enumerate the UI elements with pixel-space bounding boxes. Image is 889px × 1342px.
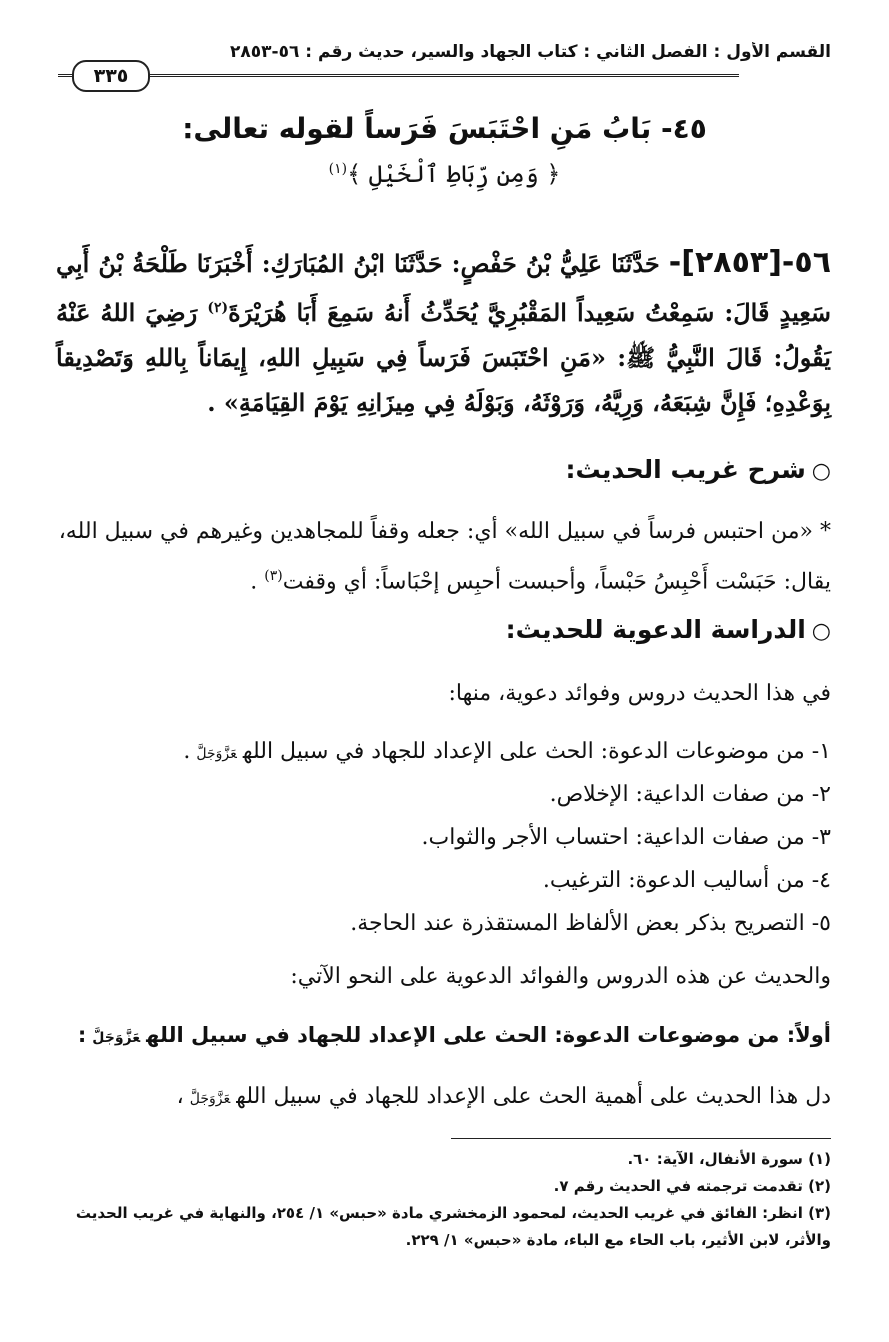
honorific-mark: عَزَّوَجَلَّ <box>92 1030 141 1046</box>
circle-bullet-icon: ○ <box>811 459 831 484</box>
closing-sentence: والحديث عن هذه الدروس والفوائد الدعوية على النحو الآتي: <box>290 964 831 989</box>
footnote: (١) سورة الأنفال، الآية: ٦٠. <box>627 1150 831 1168</box>
honorific-mark: عَزَّوَجَلَّ <box>189 1091 231 1107</box>
verse-footnote-marker: (١) <box>328 161 348 177</box>
list-item-text: ١- من موضوعات الدعوة: الحث على الإعداد للجهاد في سبيل الله <box>242 739 831 764</box>
page-number: ٣٣٥ <box>72 60 150 92</box>
gharib-heading-text: شرح غريب الحديث: <box>565 455 806 484</box>
hadith-chain: حَدَّثَنَا عَلِيُّ بْنُ حَفْصٍ: حَدَّثَنَا ابْنُ المُبَارَكِ: أَخْبَرَنَا طَلْحَةُ بْنُ أَبِي سَعِيدٍ قَالَ: سَمِعْتُ سَعِيداً المَقْبُرِيَّ يُحَدِّثُ أَنهُ سَمِعَ أَبَا هُرَيْرَةَ <box>56 249 831 327</box>
hadith-matn: رَضِيَ اللهُ عَنْهُ يَقُولُ: قَالَ النَّبِيُّ ﷺ: «مَنِ احْتَبَسَ فَرَساً فِي سَبِيلِ اللهِ، إِيمَاناً بِاللهِ وَتَصْدِيقاً بِوَعْدِهِ؛ فَإِنَّ شِبَعَهُ، وَرِيَّهُ، وَرَوْثَهُ، وَبَوْلَهُ فِي مِيزَانِهِ يَوْمَ القِيَامَةِ» . <box>56 298 831 417</box>
list-item: ٤- من أساليب الدعوة: الترغيب. <box>542 868 831 893</box>
lessons-list <box>56 730 831 945</box>
footnote-divider <box>451 1138 831 1139</box>
list-item: ٥- التصريح بذكر بعض الألفاظ المستقذرة عند الحاجة. <box>350 911 831 936</box>
gharib-explanation: * «من احتبس فرساً في سبيل الله» أي: جعله وقفاً للمجاهدين وغيرهم في سبيل الله، يقال: حَبَسْت أَحْبِسُ حَبْساً، وأحبست أحبِس إحْبَاساً: أي وقفت$^{(٣)}$ . <box>58 519 831 595</box>
footnotes <box>51 1146 831 1254</box>
dawah-heading-text: الدراسة الدعوية للحديث: <box>505 615 806 644</box>
list-item: ١- من موضوعات الدعوة: الحث على الإعداد للجهاد في سبيل اللهعَزَّوَجَلَّ. <box>183 739 831 764</box>
first-topic-text: دل هذا الحديث على أهمية الحث على الإعداد للجهاد في سبيل اللهعَزَّوَجَلَّ، <box>176 1084 831 1109</box>
first-topic-sentence: دل هذا الحديث على أهمية الحث على الإعداد للجهاد في سبيل الله <box>236 1084 831 1109</box>
running-header: القسم الأول : الفصل الثاني : كتاب الجهاد والسير، حديث رقم : ٥٦-٢٨٥٣ <box>230 42 831 62</box>
quran-verse <box>0 160 889 188</box>
hadith-number: ٥٦-[٢٨٥٣]- <box>668 245 832 280</box>
gharib-heading <box>56 455 831 484</box>
hadith-footnote-marker: (٢) <box>207 300 229 316</box>
honorific-mark: عَزَّوَجَلَّ <box>196 746 237 762</box>
chapter-title: ٤٥- بَابُ مَنِ احْتَبَسَ فَرَساً لقوله تعالى: <box>182 112 707 145</box>
verse-text: ﴿ وَمِن رِّبَاطِ ٱلْخَيْلِ ﴾ <box>347 160 561 188</box>
gharib-footnote-marker: (٣) <box>264 568 283 584</box>
dawah-heading <box>56 615 831 644</box>
footnote: (٣) انظر: الفائق في غريب الحديث، لمحمود الزمخشري مادة «حبس» ١/ ٢٥٤، والنهاية في غريب الحديث والأثر، لابن الأثير، باب الحاء مع الباء، مادة «حبس» ١/ ٢٢٩. <box>75 1204 831 1249</box>
footnote: (٢) تقدمت ترجمته في الحديث رقم ٧. <box>553 1177 831 1195</box>
first-topic-heading-text: أولاً: من موضوعات الدعوة: الحث على الإعداد للجهاد في سبيل الله <box>146 1023 831 1047</box>
dawah-intro: في هذا الحديث دروس وفوائد دعوية، منها: <box>448 681 831 706</box>
first-topic-heading: أولاً: من موضوعات الدعوة: الحث على الإعداد للجهاد في سبيل اللهعَزَّوَجَلَّ: <box>77 1023 831 1047</box>
list-item: ٢- من صفات الداعية: الإخلاص. <box>549 782 831 807</box>
header-rule <box>58 74 739 77</box>
list-item: ٣- من صفات الداعية: احتساب الأجر والثواب. <box>421 825 831 850</box>
gharib-text: * «من احتبس فرساً في سبيل الله» أي: جعله وقفاً للمجاهدين وغيرهم في سبيل الله، يقال: حَبَسْت أَحْبِسُ حَبْساً، وأحبست أحبِس إحْبَاساً: أي وقفت <box>58 519 831 595</box>
hadith-text <box>56 240 831 425</box>
circle-bullet-icon: ○ <box>811 619 831 644</box>
